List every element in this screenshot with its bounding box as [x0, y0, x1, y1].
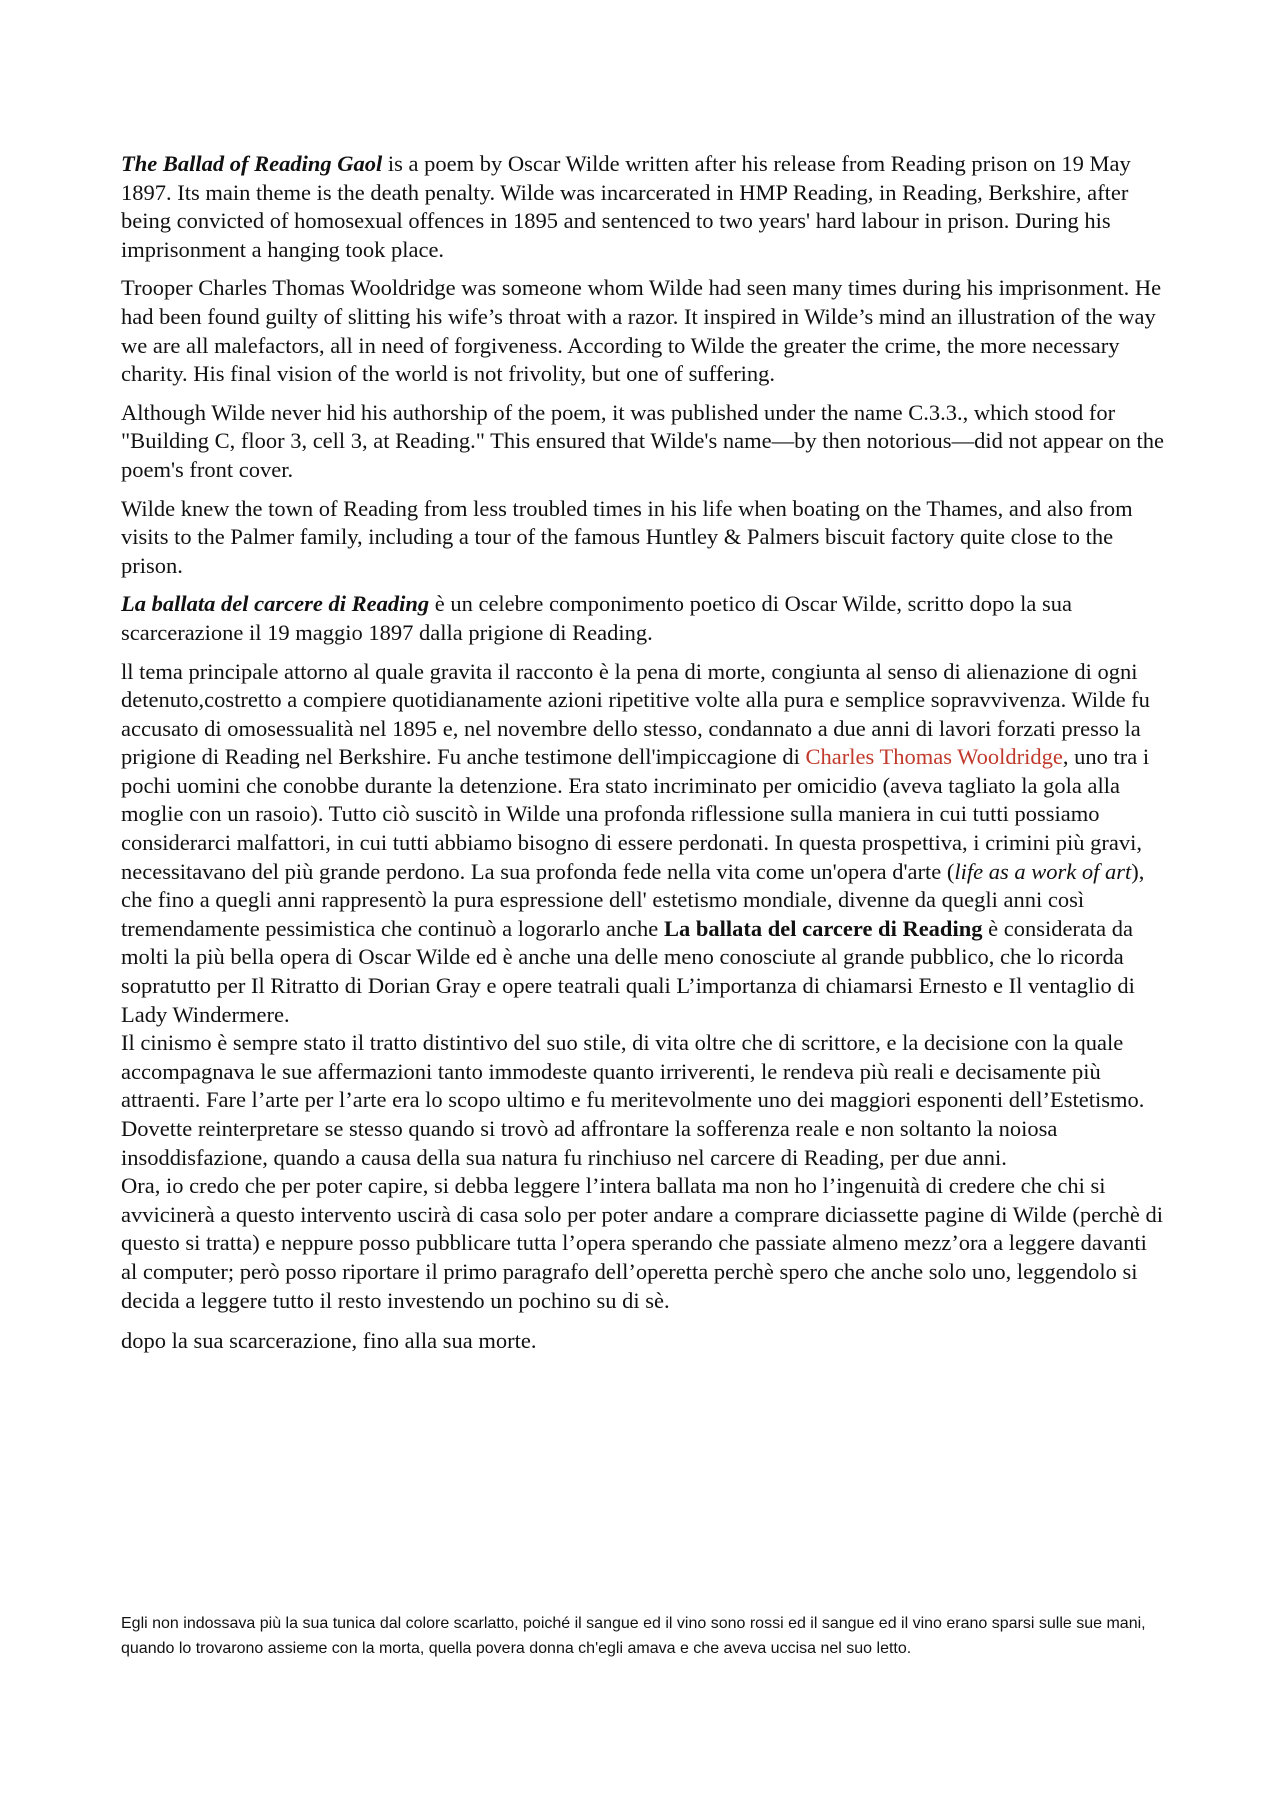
- paragraph-reading-town: Wilde knew the town of Reading from less troubled times in his life when boating on the Thames, and also from visits to the Palmer family, including a tour of the famous Huntley & Palmers biscuit factory quite close to the prison.: [121, 495, 1133, 578]
- paragraph-ora-io-credo: Ora, io credo che per poter capire, si debba leggere l’intera ballata ma non ho l’ingenuità di credere che chi si avvicinerà a questo intervento uscirà di casa solo per poter andare a comprare diciassette pagine di Wilde (perchè di questo si tratta) e neppure posso pubblicare tutta l’opera sperando che passiate almeno mezz’ora a leggere davanti al computer; però posso riportare il primo paragrafo dell’operetta perchè spero che anche solo uno, leggendolo si decida a leggere tutto il resto investendo un pochino su di sè.: [121, 1173, 1163, 1313]
- paragraph-ballata-intro: La ballata del carcere di Reading è un celebre componimento poetico di Oscar Wilde, scritto dopo la sua scarcerazione il 19 maggio 1897 dalla prigione di Reading.: [121, 591, 1072, 645]
- document-body: [121, 150, 1166, 1366]
- paragraph-dopo-scarcerazione: dopo la sua scarcerazione, fino alla sua morte.: [121, 1328, 537, 1354]
- paragraph-cinismo: Il cinismo è sempre stato il tratto distintivo del suo stile, di vita oltre che di scrittore, e la decisione con la quale accompagnava le sue affermazioni tanto immodeste quanto irriverenti, le rendeva più reali e decisamente più attraenti. Fare l’arte per l’arte era lo scopo ultimo e fu meritevolmente uno dei maggiori esponenti dell’Estetismo.: [121, 1030, 1145, 1113]
- poem-title-italian: La ballata del carcere di Reading: [121, 591, 430, 617]
- paragraph-reinterpretare: Dovette reinterpretare se stesso quando si trovò ad affrontare la sofferenza reale e non soltanto la noiosa insoddisfazione, quando a causa della sua natura fu rinchiuso nel carcere di Reading, per due anni.: [121, 1116, 1058, 1170]
- poem-title-english: The Ballad of Reading Gaol: [121, 151, 383, 176]
- paragraph-wooldridge: Trooper Charles Thomas Wooldridge was someone whom Wilde had seen many times during his imprisonment. He had been found guilty of slitting his wife’s throat with a razor. It inspired in Wilde’s mind an illustration of the way we are all malefactors, all in need of forgiveness. According to Wilde the greater the crime, the more necessary charity. His final vision of the world is not frivolity, but one of suffering.: [121, 275, 1162, 387]
- paragraph-ballad-intro: The Ballad of Reading Gaol is a poem by Oscar Wilde written after his release from Reading prison on 19 May 1897. Its main theme is the death penalty. Wilde was incarcerated in HMP Reading, in Reading, Berkshire, after being convicted of homosexual offences in 1895 and sentenced to two years' hard labour in prison. During his imprisonment a hanging took place.: [121, 151, 1131, 262]
- life-as-art-phrase: life as a work of art: [954, 858, 1132, 884]
- paragraph-tema-principale: ll tema principale attorno al quale gravita il racconto è la pena di morte, congiunta al senso di alienazione di ogni detenuto,costretto a compiere quotidianamente azioni ripetitive volte alla pura e semplice sopravvivenza. Wilde fu accusato di omosessualità nel 1895 e, nel novembre dello stesso, condannato a due anni di lavori forzati presso la prigione di Reading nel Berkshire. Fu anche testimone dell'impiccagione di Charles Thomas Wooldridge, uno tra i pochi uomini che conobbe durante la detenzione. Era stato incriminato per omicidio (aveva tagliato la gola alla moglie con un rasoio). Tutto ciò suscitò in Wilde una profonda riflessione sulla maniera in cui tutti possiamo considerarci malfattori, in cui tutti abbiamo bisogno di essere perdonati. In questa prospettiva, i crimini più gravi, necessitavano del più grande perdono. La sua profonda fede nella vita come un'opera d'arte (life as a work of art), che fino a quegli anni rappresentò la pura espressione dell' estetismo mondiale, divenne da quegli anni così tremendamente pessimistica che continuò a logorarlo anche La ballata del carcere di Reading è considerata da molti la più bella opera di Oscar Wilde ed è anche una delle meno conosciute al grande pubblico, che lo ricorda sopratutto per Il Ritratto di Dorian Gray e opere teatrali quali L’importanza di chiamarsi Ernesto e Il ventaglio di Lady Windermere.: [121, 658, 1150, 1027]
- ballata-title-bold: La ballata del carcere di Reading: [663, 915, 983, 941]
- poem-excerpt-footnote: Egli non indossava più la sua tunica dal colore scarlatto, poiché il sangue ed il vino sono rossi ed il sangue ed il vino erano sparsi sulle sue mani, quando lo trovarono assieme con la morta, quella povera donna ch'egli amava e che aveva uccisa nel suo letto.: [121, 1615, 1146, 1657]
- paragraph-authorship: Although Wilde never hid his authorship of the poem, it was published under the name C.3.3., which stood for "Building C, floor 3, cell 3, at Reading." This ensured that Wilde's name—by then notorious—did not appear on the poem's front cover.: [121, 399, 1165, 482]
- wooldridge-link[interactable]: Charles Thomas Wooldridge: [805, 744, 1063, 770]
